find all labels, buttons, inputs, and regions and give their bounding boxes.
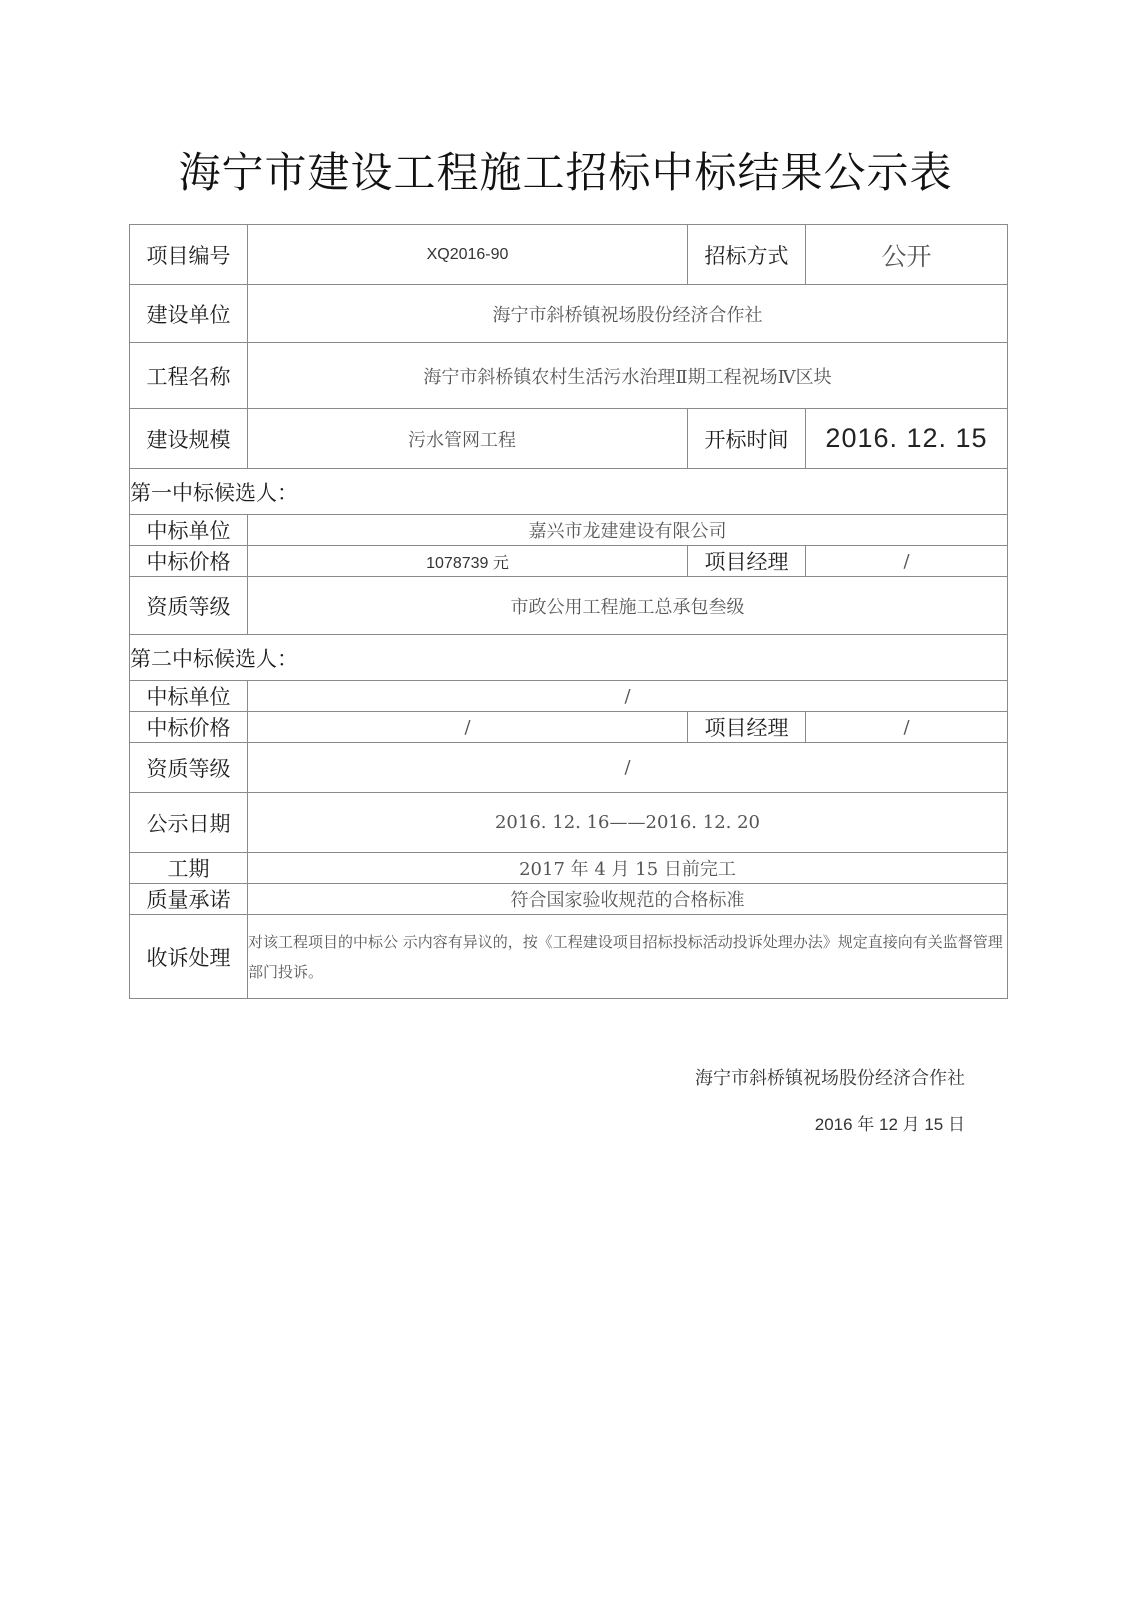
row-candidate2-heading bbox=[130, 635, 1008, 681]
complaint-label: 收诉处理 bbox=[130, 915, 248, 999]
candidate2-manager-value: / bbox=[806, 712, 1008, 743]
candidate1-grade-label: 资质等级 bbox=[130, 577, 248, 635]
row-scale bbox=[130, 409, 1008, 469]
candidate2-unit-label: 中标单位 bbox=[130, 681, 248, 712]
candidate1-price-value: 1078739 元 bbox=[248, 546, 688, 577]
scale-label: 建设规模 bbox=[130, 409, 248, 469]
candidate1-unit-label: 中标单位 bbox=[130, 515, 248, 546]
candidate1-grade-value: 市政公用工程施工总承包叁级 bbox=[248, 577, 1008, 635]
quality-value: 符合国家验收规范的合格标准 bbox=[248, 884, 1008, 915]
open-time-label: 开标时间 bbox=[688, 409, 806, 469]
row-publicity-date bbox=[130, 793, 1008, 853]
candidate2-heading: 第二中标候选人： bbox=[130, 635, 1008, 681]
row-project-name bbox=[130, 343, 1008, 409]
footer-organization: 海宁市斜桥镇祝场股份经济合作社 bbox=[695, 1068, 965, 1089]
project-name-value: 海宁市斜桥镇农村生活污水治理Ⅱ期工程祝场Ⅳ区块 bbox=[248, 343, 1008, 409]
row-candidate1-heading bbox=[130, 469, 1008, 515]
project-number-value: XQ2016-90 bbox=[248, 225, 688, 285]
period-label: 工期 bbox=[130, 853, 248, 884]
candidate2-grade-label: 资质等级 bbox=[130, 743, 248, 793]
candidate2-grade-value: / bbox=[248, 743, 1008, 793]
candidate1-manager-label: 项目经理 bbox=[688, 546, 806, 577]
owner-label: 建设单位 bbox=[130, 285, 248, 343]
project-name-label: 工程名称 bbox=[130, 343, 248, 409]
row-period bbox=[130, 853, 1008, 884]
row-candidate1-unit bbox=[130, 515, 1008, 546]
scale-value: 污水管网工程 bbox=[248, 409, 688, 469]
page-title: 海宁市建设工程施工招标中标结果公示表 bbox=[178, 148, 953, 197]
quality-label: 质量承诺 bbox=[130, 884, 248, 915]
row-candidate1-grade bbox=[130, 577, 1008, 635]
candidate2-unit-value: / bbox=[248, 681, 1008, 712]
complaint-text: 对该工程项目的中标公 示内容有异议的，按《工程建设项目招标投标活动投诉处理办法》规定直接向有关监督管理部门投诉。 bbox=[248, 915, 1008, 999]
publicity-date-value: 2016. 12. 16——2016. 12. 20 bbox=[248, 793, 1008, 853]
candidate1-manager-value: / bbox=[806, 546, 1008, 577]
candidate2-manager-label: 项目经理 bbox=[688, 712, 806, 743]
bid-method-value: 公开 bbox=[806, 225, 1008, 285]
candidate1-unit-value: 嘉兴市龙建建设有限公司 bbox=[248, 515, 1008, 546]
project-number-label: 项目编号 bbox=[130, 225, 248, 285]
row-candidate2-price bbox=[130, 712, 1008, 743]
publicity-date-label: 公示日期 bbox=[130, 793, 248, 853]
bid-method-label: 招标方式 bbox=[688, 225, 806, 285]
row-project-number bbox=[130, 225, 1008, 285]
bid-result-table bbox=[129, 224, 1008, 999]
row-complaint bbox=[130, 915, 1008, 999]
footer-date: 2016 年 12 月 15 日 bbox=[814, 1115, 965, 1134]
row-candidate2-grade bbox=[130, 743, 1008, 793]
row-candidate2-unit bbox=[130, 681, 1008, 712]
row-owner bbox=[130, 285, 1008, 343]
candidate1-heading: 第一中标候选人： bbox=[130, 469, 1008, 515]
candidate2-price-label: 中标价格 bbox=[130, 712, 248, 743]
candidate1-price-label: 中标价格 bbox=[130, 546, 248, 577]
period-value: 2017 年 4 月 15 日前完工 bbox=[248, 853, 1008, 884]
candidate2-price-value: / bbox=[248, 712, 688, 743]
owner-value: 海宁市斜桥镇祝场股份经济合作社 bbox=[248, 285, 1008, 343]
row-candidate1-price bbox=[130, 546, 1008, 577]
open-time-value: 2016. 12. 15 bbox=[806, 409, 1008, 469]
row-quality bbox=[130, 884, 1008, 915]
